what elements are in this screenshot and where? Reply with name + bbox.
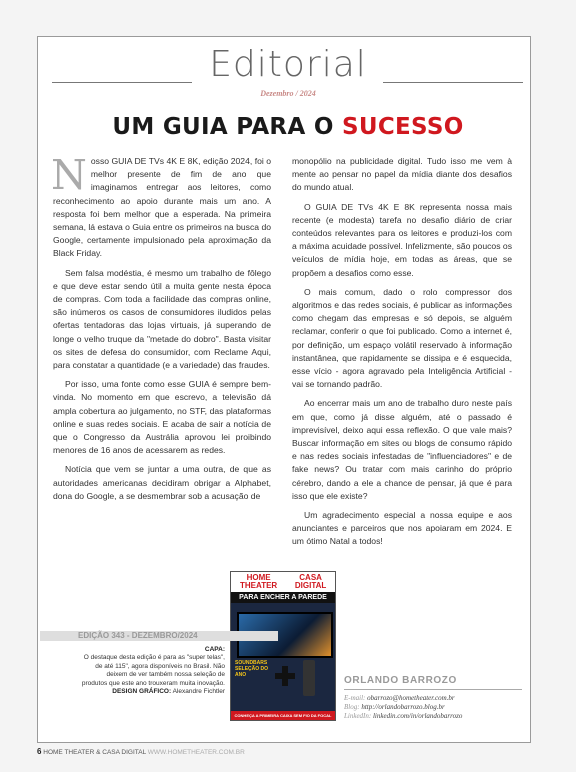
cover-brand-left: HOME THEATER bbox=[240, 573, 278, 590]
headline-main: UM GUIA PARA O bbox=[112, 114, 343, 140]
cover-footer: CONHEÇA A PRIMEIRA CAIXA SEM FIO DA FOCAL bbox=[231, 711, 335, 720]
issue-date: Dezembro / 2024 bbox=[260, 89, 316, 98]
article-column-1 bbox=[51, 151, 271, 509]
magazine-name: HOME THEATER & CASA DIGITAL bbox=[43, 749, 146, 756]
cover-speaker-photo bbox=[303, 660, 315, 696]
capa-title: CAPA: bbox=[204, 646, 225, 653]
linkedin-link[interactable]: linkedin.com/in/orlandobarrozo bbox=[372, 712, 463, 721]
paragraph: Notícia que vem se juntar a uma outra, de que as autoridades americanas decidiram obrigar a Alphabet, dona do Google, a se desmembrar sob a acusação de bbox=[53, 464, 271, 501]
capa-text: O destaque desta edição é para as "super telas", de até 115", agora disponíveis no Brasil. Não deixem de ver também nossa seleção de produtos que este ano trouxeram muita inovação. bbox=[81, 654, 225, 687]
article-column-2 bbox=[292, 155, 512, 555]
email-label: E-mail: bbox=[344, 694, 366, 702]
magazine-cover-image[interactable] bbox=[230, 571, 336, 721]
paragraph: monopólio na publicidade digital. Tudo isso me vem à mente ao pensar no papel da mídia diante dos desafios do mundo atual. bbox=[292, 156, 512, 193]
design-label: DESIGN GRÁFICO: bbox=[112, 688, 172, 696]
paragraph: Nosso GUIA DE TVs 4K E 8K, edição 2024, foi o melhor presente de fim de ano que imaginamos entregar aos leitores, como reconhecimento ao apoio durante mais um ano. A resposta foi bem melhor que a esperada. Na primeira semana, lá estava o Guia entre os primeiros na busca do Google, certamente impulsionado pela aproximação da Black Friday. bbox=[51, 151, 271, 259]
cover-caption bbox=[80, 646, 225, 696]
paragraph: O GUIA DE TVs 4K E 8K representa nossa mais recente (e modesta) tarefa no desafio diário de criar conteúdos relevantes para os leitores e produzi-los com a máxima acuidade possível. Infelizmente, são poucos os veículos de mídia hoje, em todas as áreas, que se propõem a desafios como esse. bbox=[292, 201, 512, 278]
paragraph: O mais comum, dado o rolo compressor dos algoritmos e das redes sociais, é publicar as informações como chegam das empresas e só depois, se alguém reclamar, conferir o que foi publicado. Como a internet é, por definição, um espaço volátil reservado à informação instantânea, que rapidamente se dissipa e é esquecida, esse vício - agora agravado pela Inteligência Artificial - vai se tornando padrão. bbox=[292, 286, 512, 390]
design-name: Alexandre Fichtler bbox=[172, 688, 225, 696]
paragraph: Ao encerrar mais um ano de trabalho duro neste país em que, como já disse alguém, até o passado é imprevisível, deixo aqui essa reflexão. O que vale mais? Buscar informação em sites ou blogs de consumo rápido e nas redes sociais infestadas de "influenciadores" e de fake news? Ou tratar com mais carinho do próprio cérebro, dando a ele a chance de pensar, já que é para isso que ele existe? bbox=[292, 398, 512, 501]
cover-promo: SOUNDBARS SELEÇÃO DO ANO bbox=[235, 660, 269, 678]
headline-accent: SUCESSO bbox=[342, 114, 464, 140]
email-link[interactable]: obarrozo@hometheater.com.br bbox=[367, 694, 455, 702]
blog-label: Blog: bbox=[344, 703, 360, 712]
section-title: Editorial bbox=[209, 44, 367, 85]
author-contacts bbox=[344, 694, 462, 722]
blog-link[interactable]: http://orlandobarrozo.blog.br bbox=[361, 703, 445, 712]
cover-brand-right: CASA DIGITAL bbox=[294, 573, 327, 590]
magazine-url[interactable]: WWW.HOMETHEATER.COM.BR bbox=[147, 749, 245, 756]
page-footer bbox=[37, 747, 245, 756]
edition-label: EDIÇÃO 343 - DEZEMBRO/2024 bbox=[40, 631, 278, 641]
author-name: ORLANDO BARROZO bbox=[344, 675, 457, 686]
drop-cap: N bbox=[51, 151, 87, 199]
page-number: 6 bbox=[37, 747, 42, 756]
paragraph: Um agradecimento especial a nossa equipe e aos anunciantes e parceiros que nos apoiaram em 2024. E um ótimo Natal a todos! bbox=[292, 510, 512, 547]
cover-banner: PARA ENCHER A PAREDE bbox=[231, 592, 335, 603]
paragraph: Sem falsa modéstia, é mesmo um trabalho de fôlego e que deve estar sendo útil a muita gente nesta época de compras. Com toda a facilidade das compras online, são inúmeros os casos de consumidores iludidos pelas ofertas tentadoras das lojas virtuais, já superando de longe o velho truque da "metade do dobro". Basta visitar os sites de defesa do consumidor, com Reclame Aqui, para constatar a quantidade (e a variedade) das fraudes. bbox=[53, 267, 271, 371]
cover-masthead bbox=[231, 572, 335, 592]
paragraph: Por isso, uma fonte como esse GUIA é sempre bem-vinda. No momento em que escrevo, a televisão dá ampla cobertura ao julgamento, no STF, das plataformas online e suas redes sociais. E acaba de sair a notícia de que o Congresso da Austrália aprovou lei proibindo menores de 16 anos de acessarem as redes. bbox=[53, 379, 271, 456]
headline bbox=[0, 114, 576, 140]
signature-rule bbox=[344, 689, 522, 690]
plus-icon bbox=[273, 664, 297, 688]
linkedin-label: LinkedIn: bbox=[344, 712, 372, 721]
